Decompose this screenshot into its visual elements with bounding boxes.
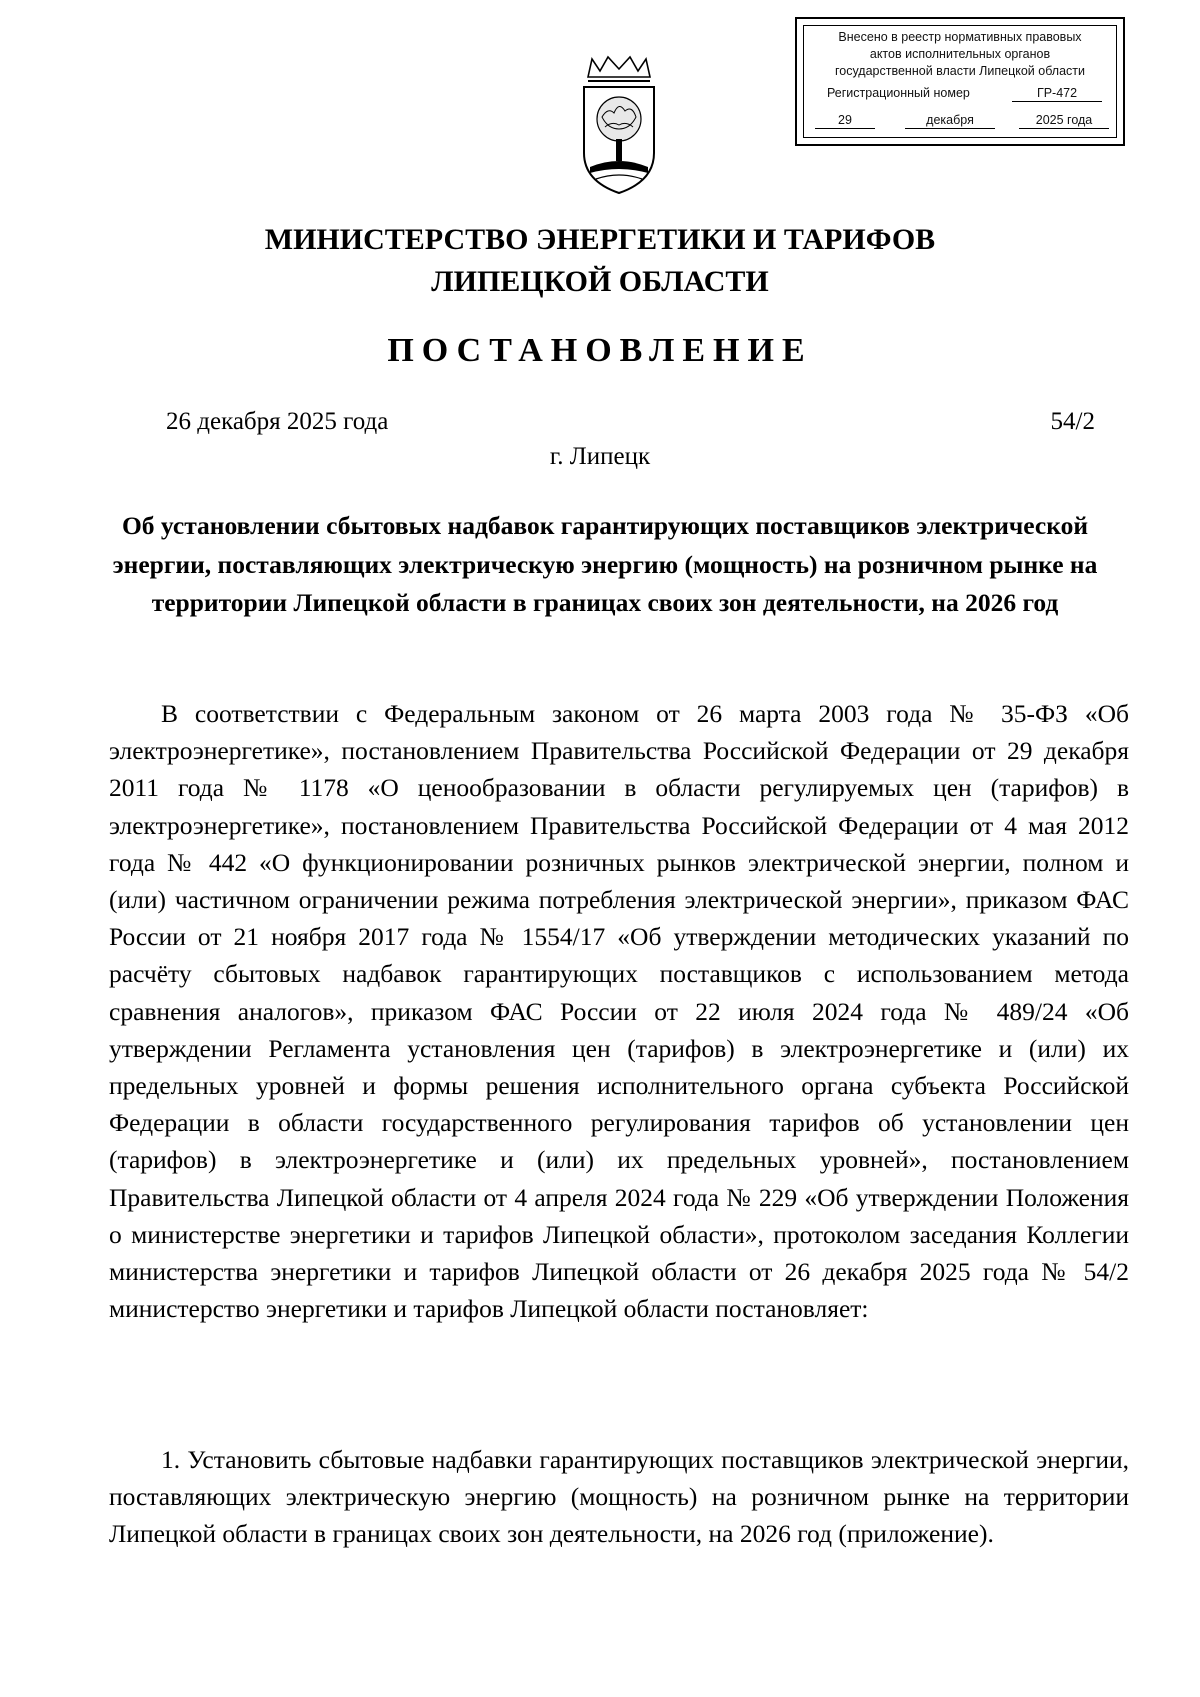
stamp-line-2: актов исполнительных органов <box>869 47 1051 61</box>
stamp-registration-number: ГР-472 <box>1012 85 1102 102</box>
stamp-year: 2025 года <box>1019 112 1109 129</box>
stamp-line-3: государственной власти Липецкой области <box>834 64 1086 78</box>
document-type: ПОСТАНОВЛЕНИЕ <box>387 332 813 369</box>
ministry-name-line-2: ЛИПЕЦКОЙ ОБЛАСТИ <box>431 265 769 298</box>
document-city: г. Липецк <box>549 443 651 470</box>
body-paragraph-2: 1. Установить сбытовые надбавки гарантирующих поставщиков электрической энергии, поставляющих электрическую энергию (мощность) на розничном рынке на территории Липецкой области в границах своих зон деятельности, на 2026 год (приложение). <box>109 1445 1129 1549</box>
document-number: 54/2 <box>1050 408 1095 435</box>
stamp-line-1: Внесено в реестр нормативных правовых <box>838 30 1082 44</box>
stamp-month: декабря <box>905 112 995 129</box>
stamp-registration-label: Регистрационный номер <box>827 86 970 100</box>
stamp-day: 29 <box>815 112 875 129</box>
registry-stamp <box>795 17 1125 146</box>
document-title: Об установлении сбытовых надбавок гарантирующих поставщиков электрической энергии, поставляющих электрическую энергию (мощность) на розничном рынке на территории Липецкой области в границах своих зон деятельности, на 2026 год <box>112 511 1098 617</box>
document-date: 26 декабря 2025 года <box>166 408 389 435</box>
lipetsk-coat-of-arms-icon <box>578 55 660 197</box>
body-paragraph-1: В соответствии с Федеральным законом от 26 марта 2003 года № 35-ФЗ «Об электроэнергетике», постановлением Правительства Российской Федерации от 29 декабря 2011 года № 1178 «О ценообразовании в области регулируемых цен (тарифов) в электроэнергетике», постановлением Правительства Российской Федерации от 4 мая 2012 года № 442 «О функционировании розничных рынков электрической энергии, полном и (или) частичном ограничении режима потребления электрической энергии», приказом ФАС России от 21 ноября 2017 года № 1554/17 «Об утверждении методических указаний по расчёту сбытовых надбавок гарантирующих поставщиков с использованием метода сравнения аналогов», приказом ФАС России от 22 июля 2024 года № 489/24 «Об утверждении Регламента установления цен (тарифов) в электроэнергетике и (или) их предельных уровней и формы решения исполнительного органа субъекта Российской Федерации в области государственного регулирования тарифов об установлении цен (тарифов) в электроэнергетике и (или) их предельных уровней», постановлением Правительства Липецкой области от 4 апреля 2024 года № 229 «Об утверждении Положения о министерстве энергетики и тарифов Липецкой области», протоколом заседания Коллегии министерства энергетики и тарифов Липецкой области от 26 декабря 2025 года № 54/2 министерство энергетики и тарифов Липецкой области постановляет: <box>109 699 1129 1324</box>
ministry-name-line-1: МИНИСТЕРСТВО ЭНЕРГЕТИКИ И ТАРИФОВ <box>264 223 936 256</box>
